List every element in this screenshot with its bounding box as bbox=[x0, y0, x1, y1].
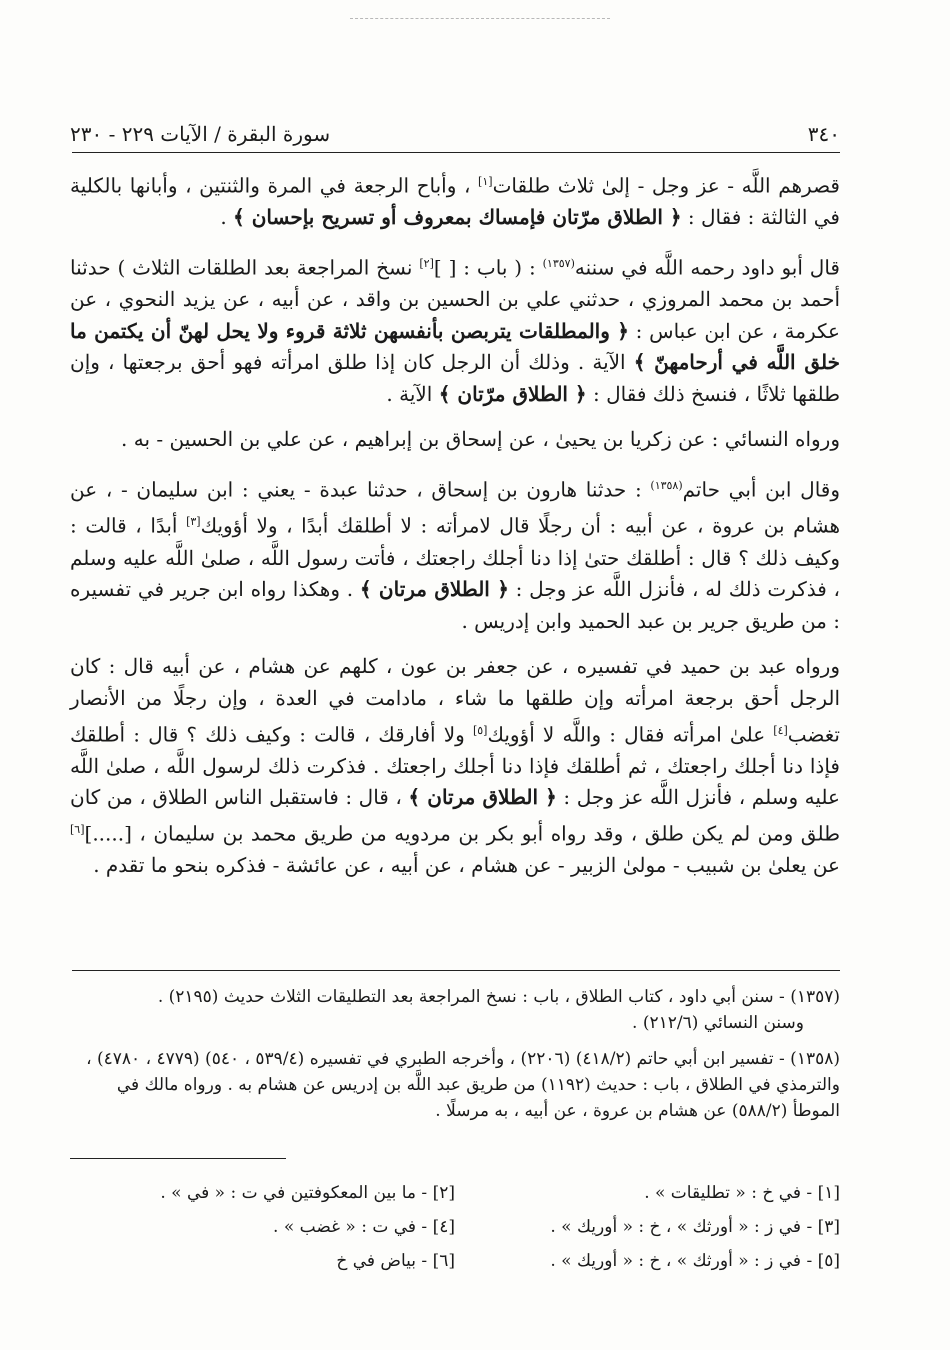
header-divider bbox=[72, 152, 840, 153]
variant-ref: [١] bbox=[478, 175, 493, 188]
footnote-text: (١٣٥٨) - تفسير ابن أبي حاتم (٤١٨/٢) (٢٢٠٦) ، وأخرجه الطبري في تفسيره (٥٣٩/٤ ، ٥٤٠) (٤٧٧٩ ، ٤٧٨٠) ، والترمذي في الطلاق ، باب : حديث (١١٩٢) من طريق عبد اللَّه بن إدريس عن هشام به . ورواه مالك في الموطأ (٥٨٨/٢) عن هشام بن عروة ، عن أبيه ، به مرسلًا . bbox=[86, 1049, 840, 1121]
scan-artifact-line bbox=[350, 18, 610, 19]
page-header bbox=[70, 122, 840, 152]
footnotes bbox=[70, 984, 840, 1134]
text-run: وقال ابن أبي حاتم bbox=[682, 477, 840, 502]
variant-ref: [٤] bbox=[773, 723, 788, 737]
paragraph-3 bbox=[70, 424, 840, 456]
variant-ref: [٦] bbox=[70, 822, 85, 836]
main-text bbox=[70, 166, 840, 896]
variant-note: [٤] - في ت : « غضب » . bbox=[273, 1217, 455, 1237]
variants-row bbox=[70, 1176, 840, 1210]
text-run: ، وأباح الرجعة في المرة والثنتين ، وأبانها بالكلية في الثالثة : فقال : bbox=[70, 173, 840, 230]
variant-note: [٦] - بياض في خ bbox=[336, 1251, 455, 1271]
text-run: . bbox=[220, 205, 234, 230]
text-run: عن يعلىٰ بن شبيب - مولىٰ الزبير - عن هشام ، عن أبيه ، عن عائشة - فذكره بنحو ما تقدم . bbox=[93, 853, 840, 878]
text-run: . وهكذا رواه ابن جرير في تفسيره : من طريق جرير بن عبد الحميد وابن إدريس . bbox=[70, 577, 840, 633]
text-run: أبدًا ، قالت : وكيف ذلك ؟ قال : أطلقك حتىٰ إذا دنا أجلك راجعتك ، فأتت رسول اللَّه ، صلىٰ اللَّه عليه وسلم ، فذكرت ذلك له ، فأنزل اللَّه عز وجل : bbox=[70, 513, 840, 602]
variants-row bbox=[70, 1244, 840, 1278]
text-run: ، قال : فاستقبل الناس الطلاق ، من كان طلق ومن لم يكن طلق ، وقد رواه أبو بكر بن مردويه من طريق محمد بن سليمان ، [.....] bbox=[70, 785, 840, 846]
text-run: ورواه النسائي : عن زكريا بن يحيىٰ ، عن إسحاق بن إبراهيم ، عن علي بن الحسين - به . bbox=[121, 427, 840, 452]
footnote-text: وسنن النسائي (٢١٢/٦) . bbox=[632, 1013, 804, 1033]
text-run: ورواه عبد بن حميد في تفسيره ، عن جعفر بن عون ، كلهم عن هشام ، عن أبيه قال : كان الرجل أحق برجعة امرأته وإن طلقها ما شاء ، مادامت في العدة ، وإن رجلًا من الأنصار تغضب bbox=[70, 654, 840, 747]
text-run: : حدثنا هارون بن إسحاق ، حدثنا عبدة - يعني : ابن سليمان - ، عن هشام بن عروة ، عن أبيه : أن رجلًا قال لامرأته : لا أطلقك أبدًا ، ولا أؤويك bbox=[70, 477, 840, 538]
text-run: نسخ المراجعة بعد الطلقات الثلاث ) حدثنا أحمد بن محمد المروزي ، حدثني علي بن الحسين بن واقد ، عن أبيه ، عن يزيد النحوي ، عن عكرمة ، عن ابن عباس : bbox=[70, 255, 840, 343]
text-run: قال أبو داود رحمه اللَّه في سننه bbox=[574, 255, 840, 280]
variant-ref: [٥] bbox=[472, 723, 488, 737]
variant-note: [٣] - في ز : « أورثك » ، خ : « أوريك » . bbox=[550, 1217, 840, 1237]
quran-quote: ﴿ والمطلقات يتربصن بأنفسهن ثلاثة قروء ولا يحل لهنّ أن يكتمن ما خلق اللَّه في أرحامهنّ ﴾ bbox=[70, 318, 840, 375]
text-run: الآية . وذلك أن الرجل كان إذا طلق امرأته فهو أحق برجعتها ، وإن طلقها ثلاثًا ، فنسخ ذلك فقال : bbox=[70, 350, 840, 406]
text-run: : ( باب : [ ] bbox=[433, 255, 543, 280]
variant-ref: [٢] bbox=[419, 256, 434, 270]
text-run: قصرهم اللَّه - عز وجل - إلىٰ ثلاث طلقات bbox=[492, 173, 840, 198]
variants-row bbox=[70, 1210, 840, 1244]
footnote-1358 bbox=[70, 1046, 840, 1124]
variant-note: [٥] - في ز : « أورثك » ، خ : « أوريك » . bbox=[550, 1251, 840, 1271]
paragraph-1 bbox=[70, 166, 840, 234]
quran-quote: ﴿ الطلاق مرتان ﴾ bbox=[359, 577, 509, 602]
paragraph-4 bbox=[70, 470, 840, 637]
manuscript-variants bbox=[70, 1176, 840, 1278]
running-title: سورة البقرة / الآيات ٢٢٩ - ٢٣٠ bbox=[70, 122, 331, 146]
page-number: ٣٤٠ bbox=[807, 122, 840, 146]
variants-divider bbox=[70, 1158, 286, 1159]
footnote-ref: (١٣٥٧) bbox=[542, 256, 575, 270]
quran-quote: ﴿ الطلاق مرّتان فإمساك بمعروف أو تسريح بإحسان ﴾ bbox=[233, 205, 682, 230]
text-run: الآية . bbox=[386, 381, 439, 406]
text-run: ولا أفارقك ، قالت : وكيف ذلك ؟ قال : أطلقك فإذا دنا أجلك راجعتك ، ثم أطلقك فإذا دنا أجلك راجعتك . فذكرت ذلك لرسول اللَّه ، صلىٰ اللَّه عليه وسلم ، فأنزل اللَّه عز وجل : bbox=[70, 722, 840, 810]
quran-quote: ﴿ الطلاق مرتان ﴾ bbox=[408, 785, 557, 810]
variant-note: [٢] - ما بين المعكوفتين في ت : « في » . bbox=[160, 1183, 455, 1203]
text-run: علىٰ امرأته فقال : واللَّه لا أؤويك bbox=[487, 722, 774, 747]
footnote-text: (١٣٥٧) - سنن أبي داود ، كتاب الطلاق ، باب : نسخ المراجعة بعد التطليقات الثلاث حديث (٢١٩٥) . bbox=[157, 987, 840, 1007]
paragraph-2 bbox=[70, 248, 840, 411]
variant-ref: [٣] bbox=[186, 515, 201, 529]
variant-note: [١] - في خ : « تطليقات » . bbox=[644, 1183, 840, 1203]
footnote-1357 bbox=[70, 984, 840, 1036]
paragraph-5 bbox=[70, 651, 840, 881]
footnote-divider bbox=[72, 970, 840, 971]
footnote-ref: (١٣٥٨) bbox=[650, 479, 683, 493]
quran-quote: ﴿ الطلاق مرّتان ﴾ bbox=[438, 381, 587, 406]
